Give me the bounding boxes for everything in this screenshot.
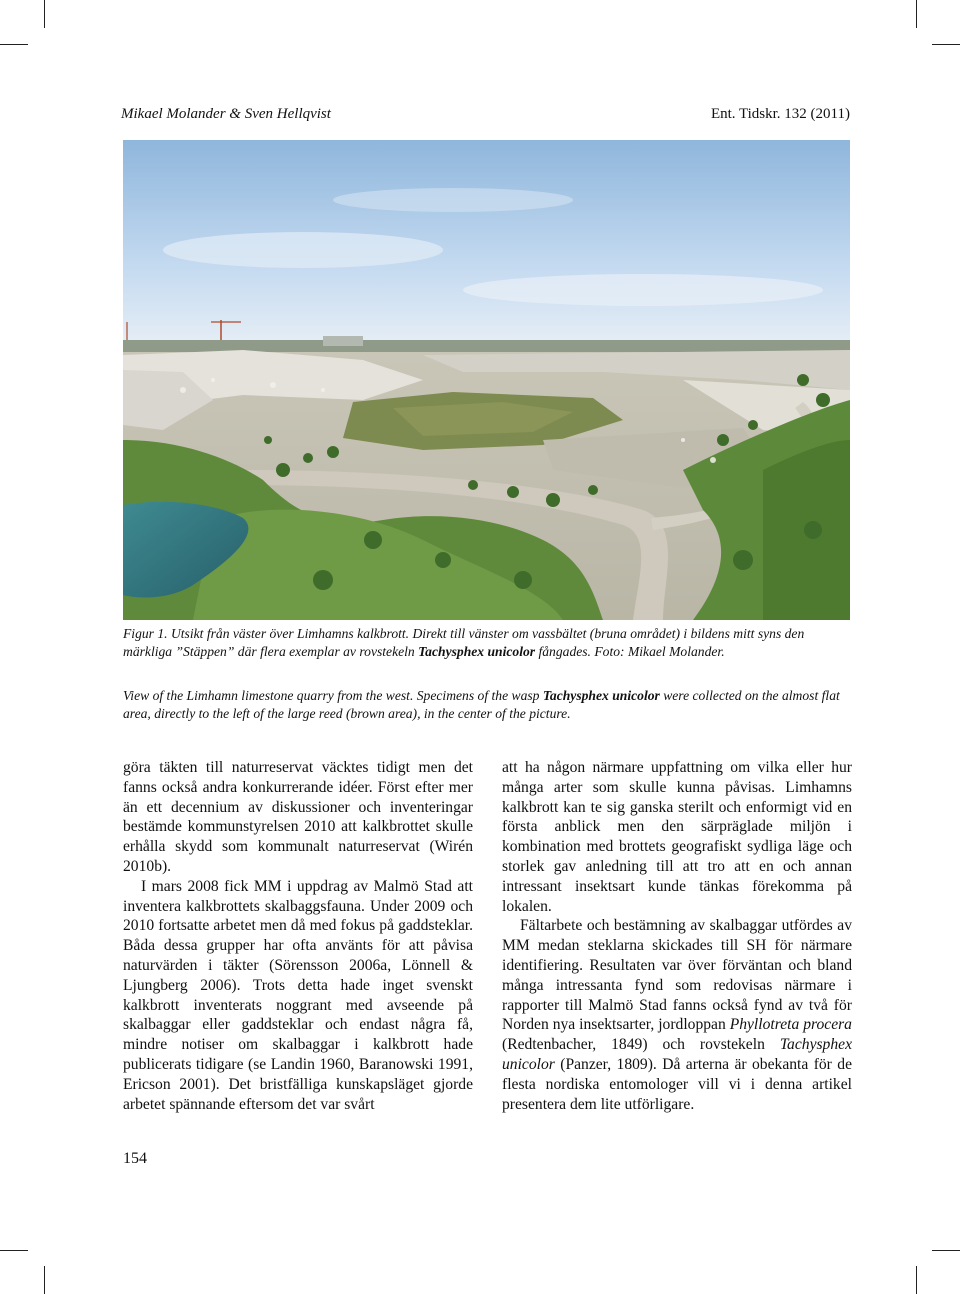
crop-mark <box>916 0 917 28</box>
body-column-right <box>502 758 852 1114</box>
crop-mark <box>916 1266 917 1294</box>
crop-mark <box>0 1250 28 1251</box>
page-number: 154 <box>123 1150 147 1167</box>
running-header-journal: Ent. Tidskr. 132 (2011) <box>710 106 850 122</box>
paragraph: Fältarbete och bestämning av skalbaggar utfördes av MM medan steklarna skickades till SH för närmare identifiering. Resultaten var över förväntan och bland många intressanta fynd som redovisas närmare i rapporter till Malmö Stad fanns också fynd av två för Norden nya insektsarter, jordloppan Phyllotreta procera (Redtenbacher, 1849) och rovstekeln Tachysphex unicolor (Panzer, 1809). Då arterna är obekanta för de flesta nordiska entomologer vill vi i denna artikel presentera dem lite utförligare. <box>502 917 852 1113</box>
crop-mark <box>0 44 28 45</box>
quarry-photo <box>123 140 850 620</box>
crop-mark <box>932 44 960 45</box>
paragraph: I mars 2008 fick MM i uppdrag av Malmö Stad att inventera kalkbrottets skalbaggsfauna. Under 2009 och 2010 fortsatte arbetet men då med fokus på gaddsteklar. Båda dessa grupper har ofta använts för att påvisa naturvärden i täkter (Sörensson 2006a, Lönnell & Ljungberg 2006). Trots detta hade inget svenskt kalkbrott inventerats noggrant med avseende på skalbaggar eller gaddsteklar och endast några få, mindre notiser om skalbaggar i kalkbrott hade publicerats tidigare (se Landin 1960, Baranowski 1991, Ericson 2001). Det bristfälliga kunskapsläget gjorde arbetet spännande eftersom det var svårt <box>123 877 473 1113</box>
species-name: Phyllotreta procera <box>729 1016 852 1034</box>
figure-caption-swedish: Figur 1. Utsikt från väster över Limhamns kalkbrott. Direkt till vänster om vassbältet (bruna området) i bildens mitt syns den märkliga ”Stäppen” där flera exemplar av rovstekeln Tachysphex unicolor fångades. Foto: Mikael Molander. <box>123 626 805 659</box>
paragraph: göra täkten till naturreservat väcktes tidigt men det fanns också andra konkurrerande idéer. Först efter mer än ett decennium av diskussioner och inventeringar bestämde kommunstyrelsen 2010 att kalkbrottet skulle erhålla skydd som kommunalt naturreservat (Wirén 2010b). <box>123 759 473 875</box>
crop-mark <box>44 1266 45 1294</box>
crop-mark <box>932 1250 960 1251</box>
crop-mark <box>44 0 45 28</box>
paragraph: att ha någon närmare uppfattning om vilka eller hur många arter som skulle kunna påvisas. Limhamns kalkbrott kan te sig ganska sterilt och enformigt vid en första anblick men den särpräglade miljön i kombination med brottets geografiskt sydliga läge och storlek gav anledning till att tro att en och annan intressant insektsart kunde tänkas förekomma på lokalen. <box>502 759 852 915</box>
running-header-authors: Mikael Molander & Sven Hellqvist <box>121 106 331 122</box>
species-name: Tachysphex unicolor <box>502 1036 852 1073</box>
figure-caption-english: View of the Limhamn limestone quarry from the west. Specimens of the wasp Tachysphex unicolor were collected on the almost flat area, directly to the left of the large reed (brown area), in the center of the picture. <box>123 688 840 721</box>
body-column-left <box>123 758 473 1114</box>
